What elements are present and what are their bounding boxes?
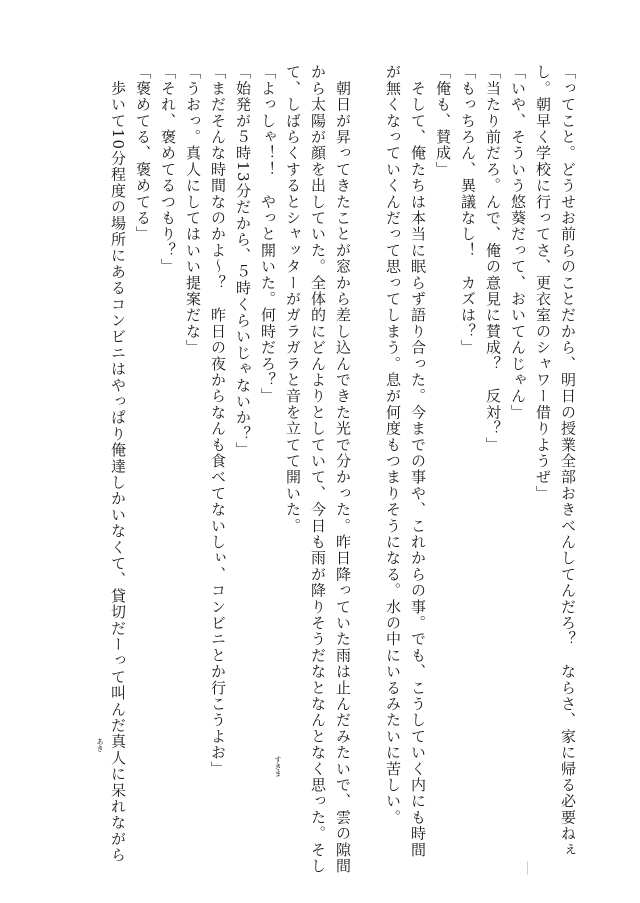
text-line: 「まだそんな時間なのかよ～？ 昨日の夜からなんも食べてないしぃ、コンビニとか行こうよお」 (209, 64, 227, 777)
ruby-aki: あき (96, 738, 104, 752)
text-line: て、しばらくするとシャッターがガラガラと音を立てて開いた。 (284, 64, 302, 534)
scan-mark (527, 861, 528, 875)
text-line: が無くなっていくんだって思ってしまう。息が何度もつまりそうになる。水の中にいるみたいに苦しい。 (384, 64, 402, 826)
text-line: 歩いて10分程度の場所にあるコンビニはやっぱり俺達しかいなくて、貸切だーって叫んだ真人に呆れながら (109, 64, 127, 864)
blank-line (355, 64, 380, 824)
text-line: から太陽が顔を出していた。全体的にどんよりとしていて、今日も雨が降りそうだなとなんとなく思った。そし (309, 64, 327, 874)
text-line: 「当たり前だろ。んで、俺の意見に賛成？ 反対？」 (484, 64, 502, 453)
text-line: 「もっちろん、異議なし！ カズは？」 (459, 64, 477, 356)
text-line: 「ってこと。どうせお前らのことだから、明日の授業全部おきべんしてんだろ？ ならさ、家に帰る必要ねぇ (559, 64, 577, 858)
text-line: 「よっしゃ！！ やっと開いた。何時だろ？」 (259, 64, 277, 405)
text-line: 「始発が５時13分だから、５時くらいじゃないか？」 (234, 64, 252, 459)
text-line: 朝日が昇ってきたことが窓から差し込んできた光で分かった。昨日降っていた雨は止んだみたいで、雲の隙間 (334, 64, 352, 874)
text-line: 「うおっ。真人にしてはいい提案だな」 (184, 64, 202, 356)
vertical-text-body (105, 64, 580, 874)
text-line: 「それ、褒めてるつもり？」 (159, 64, 177, 275)
text-line: 「俺も、賛成」 (434, 64, 452, 178)
text-line: 「褒めてる、褒めてる」 (134, 64, 152, 243)
text-line: 「いや、そういう悠葵だって、おいてんじゃん」 (509, 64, 527, 421)
text-line: し。朝早く学校に行ってさ、更衣室のシャワー借りようぜ」 (534, 64, 552, 502)
ruby-sukima: すきま (274, 756, 282, 777)
text-line: そして、俺たちは本当に眠らず語り合った。今までの事や、これからの事。でも、こうしていく内にも時間 (409, 64, 427, 858)
